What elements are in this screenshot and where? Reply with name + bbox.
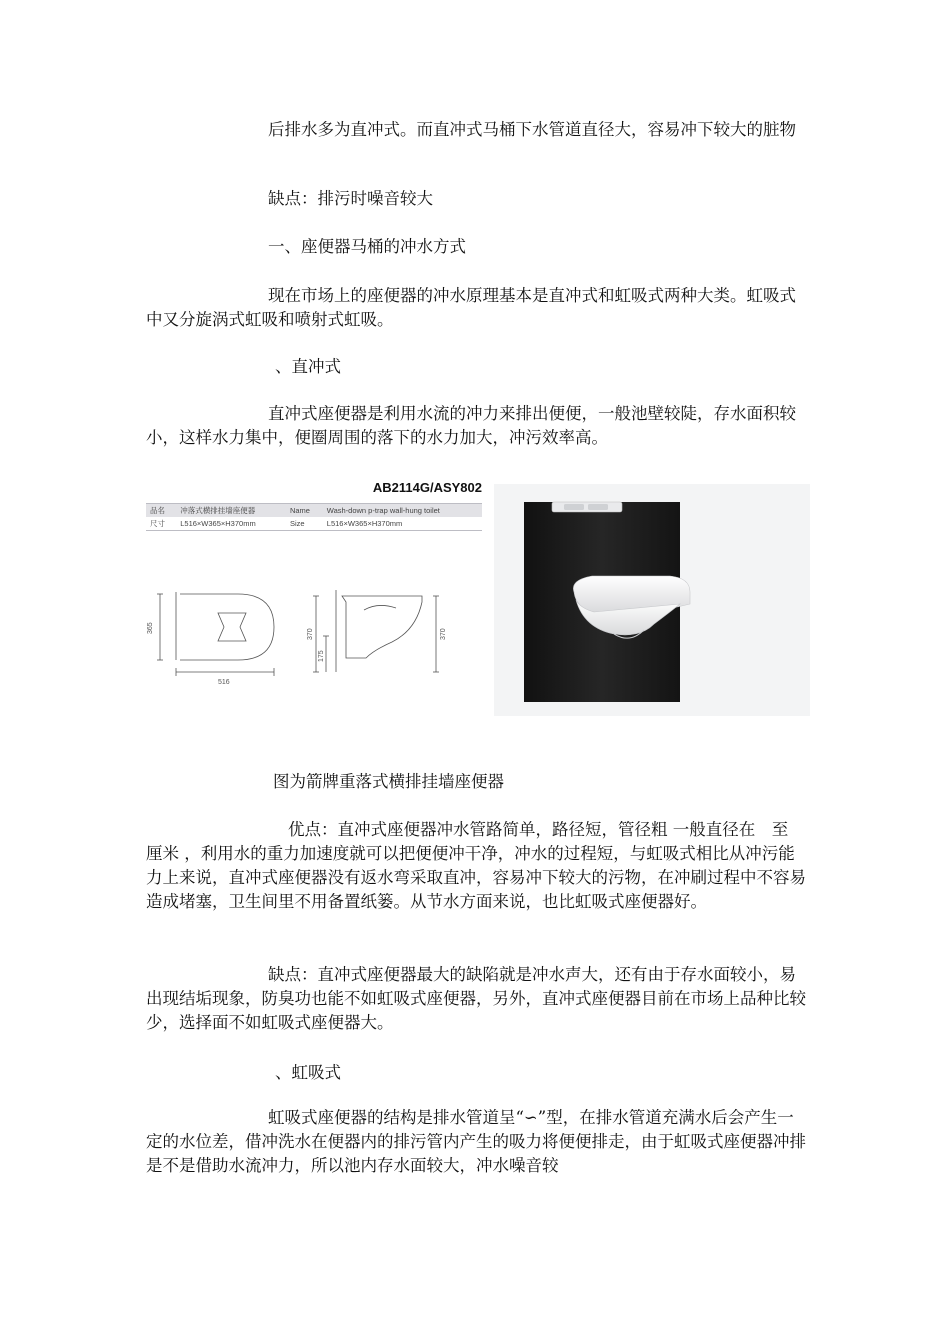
- paragraph-flush-principles: 现在市场上的座便器的冲水原理基本是直冲式和虹吸式两种大类。虹吸式中又分旋涡式虹吸和喷射式虹吸。: [146, 286, 796, 329]
- dim-outlet-label: 175: [318, 650, 325, 662]
- top-view-outline: [157, 592, 274, 676]
- product-model-number: AB2114G/ASY802: [372, 480, 482, 495]
- technical-drawing: [146, 580, 482, 690]
- paragraph-direct-flush-description: 直冲式座便器是利用水流的冲力来排出便便，一般池壁较陡，存水面积较小，这样水力集中，便圈周围的落下的水力加大，冲污效率高。: [146, 404, 796, 447]
- paragraph-rear-drain: 后排水多为直冲式。而直冲式马桶下水管道直径大，容易冲下较大的脏物: [268, 120, 796, 139]
- dim-width-label: 365: [147, 622, 154, 634]
- spec-label-name-cn: 品名: [146, 504, 176, 518]
- dim-length-label: 516: [218, 679, 230, 686]
- figure-caption: 图为箭牌重落式横排挂墙座便器: [273, 772, 504, 791]
- spec-row-size: [146, 517, 482, 531]
- flush-button-icon: [552, 502, 622, 512]
- spec-value-size-en: L516×W365×H370mm: [323, 517, 482, 531]
- section-heading-flush-methods: 一、座便器马桶的冲水方式: [268, 237, 466, 256]
- product-spec-drawing: [146, 480, 482, 690]
- spec-label-name-en: Name: [286, 504, 323, 518]
- spec-value-size-cn: L516×W365×H370mm: [176, 517, 286, 531]
- spec-value-name-en: Wash-down p-trap wall-hung toilet: [323, 504, 482, 518]
- spec-table: [146, 503, 482, 531]
- dim-height-right-label: 370: [440, 628, 447, 640]
- paragraph-direct-flush-advantages: 优点：直冲式座便器冲水管路简单，路径短，管径粗 一般直径在 至 厘米 ，利用水的重力加速度就可以把便便冲干净，冲水的过程短，与虹吸式相比从冲污能力上来说，直冲式座便器没有返水弯采取直冲，容易冲下较大的污物，在冲刷过程中不容易造成堵塞，卫生间里不用备置纸篓。从节水方面来说，也比虹吸式座便器好。: [146, 820, 810, 911]
- paragraph-direct-flush-drawbacks: 缺点：直冲式座便器最大的缺陷就是冲水声大，还有由于存水面较小，易出现结垢现象，防臭功也能不如虹吸式座便器，另外，直冲式座便器目前在市场上品种比较少，选择面不如虹吸式座便器大。: [146, 965, 806, 1032]
- dim-height-label: 370: [307, 628, 314, 640]
- subheading-direct-flush: 、直冲式: [275, 357, 341, 376]
- spec-value-name-cn: 冲落式横排挂墙座便器: [176, 504, 286, 518]
- wall-hung-toilet-image: [494, 484, 810, 716]
- paragraph-drawback-noise: 缺点：排污时噪音较大: [268, 189, 433, 208]
- spec-row-name: [146, 504, 482, 518]
- spec-label-size-en: Size: [286, 517, 323, 531]
- subheading-siphon: 、虹吸式: [275, 1063, 341, 1082]
- product-photo: [494, 484, 810, 716]
- side-view-outline: [313, 590, 439, 672]
- spec-label-size-cn: 尺寸: [146, 517, 176, 531]
- paragraph-siphon-description: 虹吸式座便器的结构是排水管道呈“∽”型，在排水管道充满水后会产生一定的水位差，借冲洗水在便器内的排污管内产生的吸力将便便排走，由于虹吸式座便器冲排是不是借助水流冲力，所以池内存水面较大，冲水噪音较: [146, 1108, 806, 1175]
